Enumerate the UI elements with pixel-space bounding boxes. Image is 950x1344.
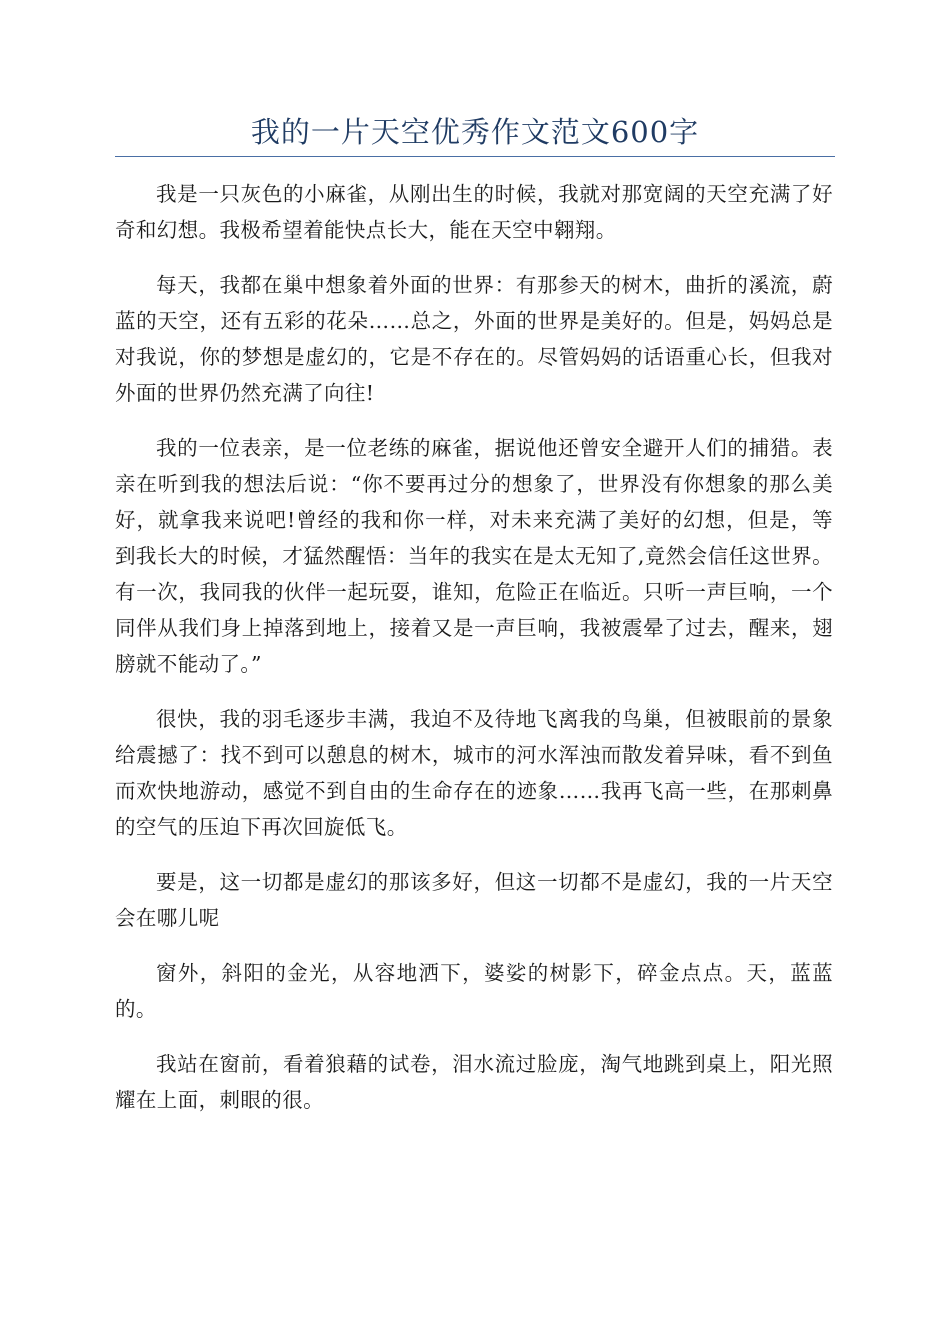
- title-block: [115, 112, 835, 157]
- paragraph-3: 我的一位表亲，是一位老练的麻雀，据说他还曾安全避开人们的捕猎。表亲在听到我的想法后说：“你不要再过分的想象了，世界没有你想象的那么美好，就拿我来说吧!曾经的我和你一样，对未来充满了美好的幻想，但是，等到我长大的时候，才猛然醒悟：当年的我实在是太无知了,竟然会信任这世界。有一次，我同我的伙伴一起玩耍，谁知，危险正在临近。只听一声巨响，一个同伴从我们身上掉落到地上，接着又是一声巨响，我被震晕了过去，醒来，翅膀就不能动了。”: [115, 436, 833, 676]
- page-title: 我的一片天空优秀作文范文600字: [250, 115, 700, 149]
- paragraph-4: 很快，我的羽毛逐步丰满，我迫不及待地飞离我的鸟巢，但被眼前的景象给震撼了：找不到可以憩息的树木，城市的河水浑浊而散发着异味，看不到鱼而欢快地游动，感觉不到自由的生命存在的迹象……我再飞高一些，在那刺鼻的空气的压迫下再次回旋低飞。: [115, 707, 833, 839]
- paragraph-2: 每天，我都在巢中想象着外面的世界：有那参天的树木，曲折的溪流，蔚蓝的天空，还有五彩的花朵……总之，外面的世界是美好的。但是，妈妈总是对我说，你的梦想是虚幻的，它是不存在的。尽管妈妈的话语重心长，但我对外面的世界仍然充满了向往!: [115, 273, 833, 405]
- paragraph-1: 我是一只灰色的小麻雀，从刚出生的时候，我就对那宽阔的天空充满了好奇和幻想。我极希望着能快点长大，能在天空中翱翔。: [115, 182, 833, 242]
- paragraph-7: 我站在窗前，看着狼藉的试卷，泪水流过脸庞，淘气地跳到桌上，阳光照耀在上面，刺眼的很。: [115, 1052, 833, 1112]
- paragraph-5: 要是，这一切都是虚幻的那该多好，但这一切都不是虚幻，我的一片天空会在哪儿呢: [115, 870, 833, 930]
- essay-body: [115, 176, 833, 1137]
- paragraph-6: 窗外，斜阳的金光，从容地洒下，婆娑的树影下，碎金点点。天，蓝蓝的。: [115, 961, 833, 1021]
